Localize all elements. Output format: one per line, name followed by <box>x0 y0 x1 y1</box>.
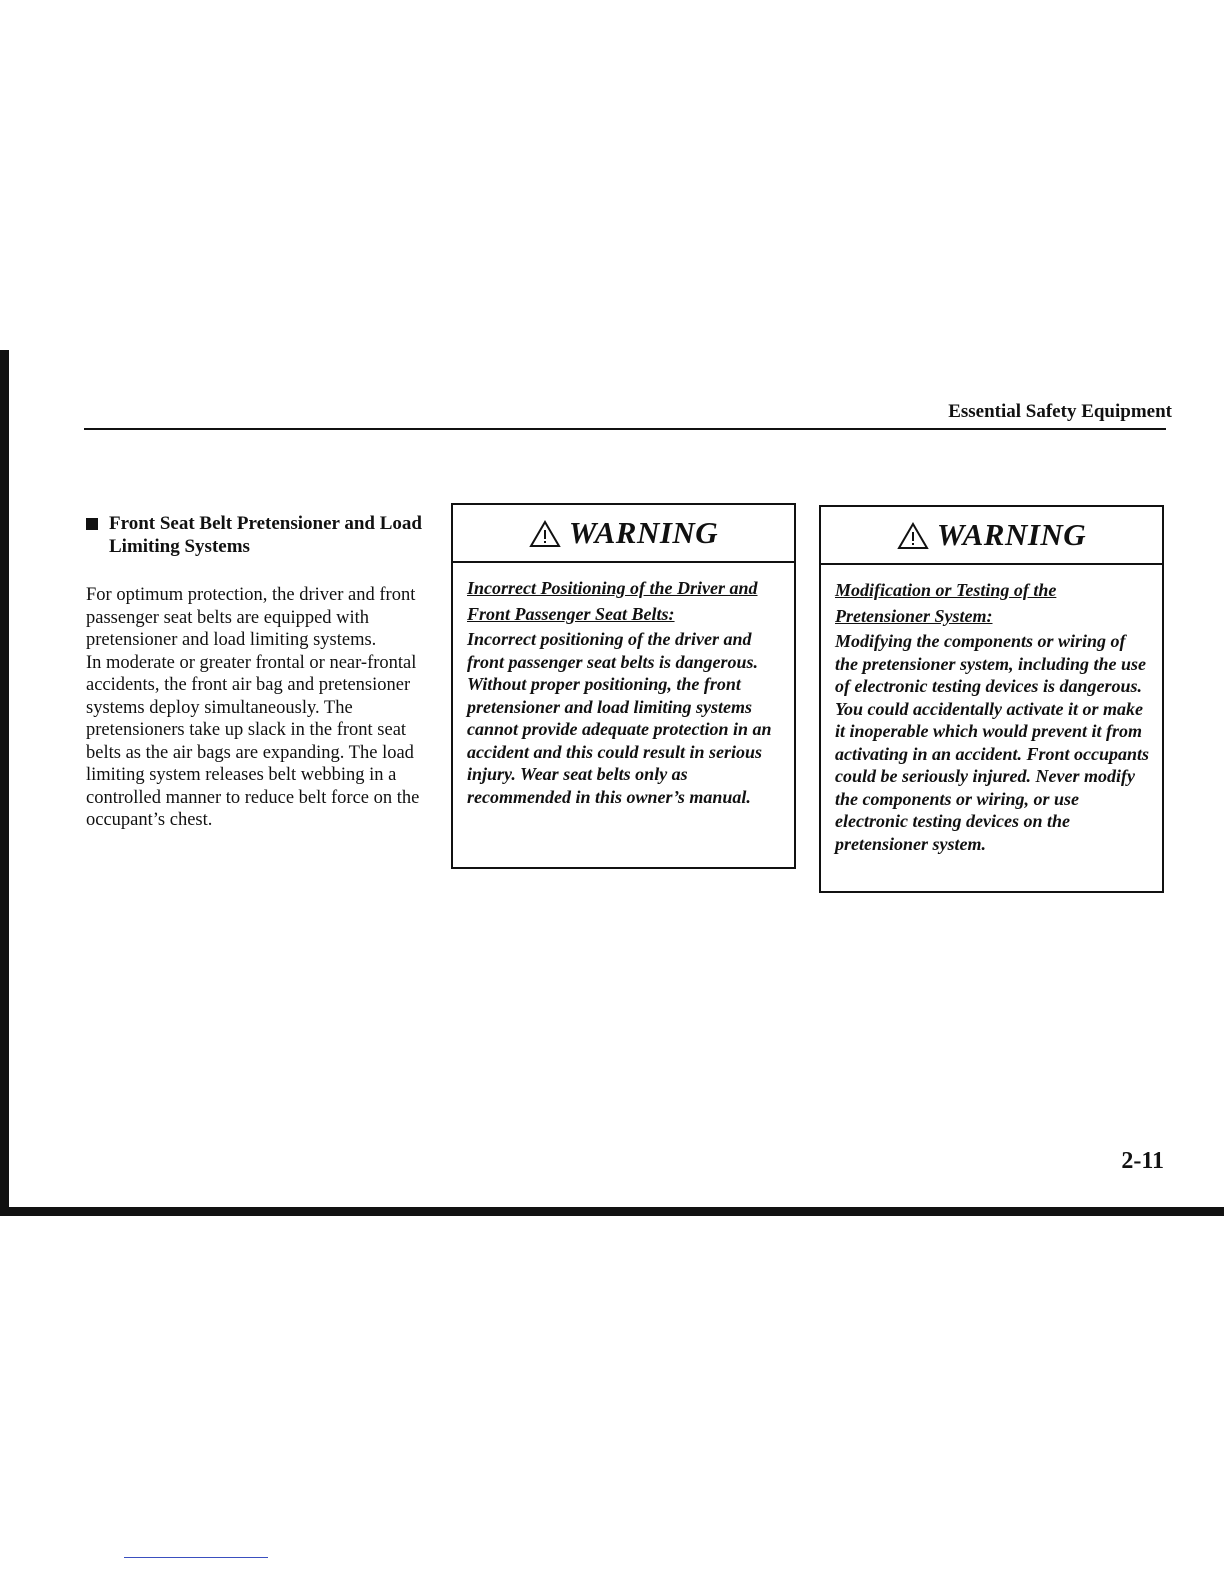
scan-artifact-line <box>124 1557 268 1558</box>
warning-title: WARNING <box>568 515 719 550</box>
header-divider <box>84 428 1166 430</box>
warning-header <box>453 505 794 563</box>
pretensioner-section <box>86 512 438 832</box>
body-paragraph: For optimum protection, the driver and front passenger seat belts are equipped with pretensioner and load limiting systems. <box>86 585 416 650</box>
bottom-rule <box>0 1207 1224 1216</box>
warning-triangle-icon <box>897 522 929 550</box>
warning-text: Incorrect positioning of the driver and front passenger seat belts is dangerous. Without proper positioning, the front pretensioner and load limiting systems cannot provide adequate protection in an accident and this could result in serious injury. Wear seat belts only as recommended in this owner’s manual. <box>467 629 772 807</box>
page-number: 2-11 <box>1121 1148 1164 1174</box>
warning-box-pretensioner-modification <box>819 505 1164 893</box>
warning-subtitle: Incorrect Positioning of the Driver and Front Passenger Seat Belts: <box>467 578 758 624</box>
section-heading-text: Front Seat Belt Pretensioner and Load Limiting Systems <box>109 513 422 557</box>
section-heading <box>86 512 438 558</box>
warning-text: Modifying the components or wiring of the pretensioner system, including the use of electronic testing devices is dangerous. You could accidentally activate it or make it inoperable which would prevent it from activating in an accident. Front occupants could be seriously injured. Never modify the components or wiring, or use electronic testing devices on the pretensioner system. <box>835 631 1150 854</box>
warning-title: WARNING <box>936 517 1087 552</box>
square-bullet-icon <box>86 518 98 530</box>
left-margin-bar <box>0 350 9 1216</box>
warning-subtitle: Modification or Testing of the Pretensioner System: <box>835 580 1057 626</box>
warning-body <box>453 563 794 808</box>
section-body <box>86 584 438 832</box>
warning-triangle-icon <box>529 520 561 548</box>
warning-box-seatbelt-positioning <box>451 503 796 869</box>
warning-body <box>821 565 1162 855</box>
warning-header <box>821 507 1162 565</box>
page-header-title: Essential Safety Equipment <box>948 401 1172 422</box>
body-paragraph: In moderate or greater frontal or near-frontal accidents, the front air bag and pretensioner systems deploy simultaneously. The pretensioners take up slack in the front seat belts as the air bags are expanding. The load limiting system releases belt webbing in a controlled manner to reduce belt force on the occupant’s chest. <box>86 652 420 830</box>
